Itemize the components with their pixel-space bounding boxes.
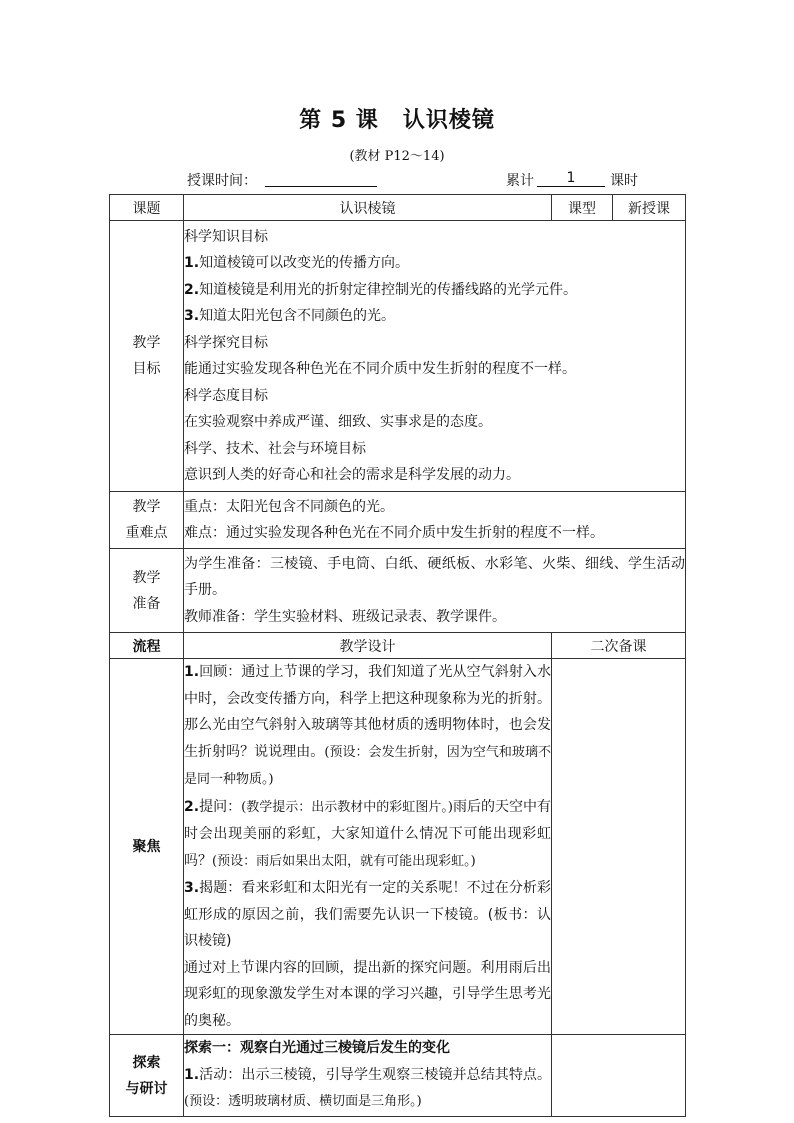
objective-item: 3.知道太阳光包含不同颜色的光。 [184,308,396,324]
second-prep-header: 二次备课 [552,633,686,659]
preparation-content [184,549,686,633]
objective-heading: 科学、技术、社会与环境目标 [184,440,366,457]
focus-label: 聚焦 [110,659,184,1035]
preparation-label: 教学 准备 [110,549,184,633]
objective-item: 意识到人类的好奇心和社会的需求是科学发展的动力。 [184,467,520,483]
lesson-number: 第 5 课 [299,108,379,133]
total-value: 1 [537,170,605,187]
topic-paragraph: 3.揭题：看来彩虹和太阳光有一定的关系呢！不过在分析彩虹形成的原因之前，我们需要先认识一下棱镜。(板书：认识棱镜) [184,880,551,949]
explore-row [110,1035,686,1117]
key-points-row [110,492,686,549]
objective-heading: 科学探究目标 [184,334,268,351]
lesson-name: 认识棱镜 [402,108,495,133]
question-paragraph: 2.提问：(教学提示：出示教材中的彩虹图片。)雨后的天空中有时会出现美丽的彩虹，大家知道什么情况下可能出现彩虹吗？(预设：雨后如果出太阳，就有可能出现彩虹。) [184,798,552,869]
objective-heading: 科学知识目标 [184,228,268,245]
focus-row [110,659,686,1035]
focus-second-prep [552,659,686,1035]
topic-label: 课题 [110,195,184,221]
design-header: 教学设计 [184,633,552,659]
objective-item: 2.知道棱镜是利用光的折射定律控制光的传播线路的光学元件。 [184,281,578,298]
explore-second-prep [552,1035,686,1117]
focus-point: 重点：太阳光包含不同颜色的光。 [184,498,394,515]
total-label: 累计 [506,173,534,189]
objectives-label: 教学 目标 [110,221,184,492]
explore-heading: 探索一：观察白光通过三棱镜后发生的变化 [184,1040,450,1056]
activity-paragraph: 1.活动：出示三棱镜，引导学生观察三棱镜并总结其特点。(预设：透明玻璃材质、横切面是三角形。) [184,1066,551,1109]
design-intent-paragraph: 通过对上节课内容的回顾，提出新的探究问题。利用雨后出现彩虹的现象激发学生对本课的学习兴趣，引导学生思考光的奥秘。 [184,959,551,1029]
lesson-plan-table [109,194,686,1117]
explore-label: 探索 与研讨 [110,1035,184,1117]
teaching-time-blank [265,170,377,187]
review-paragraph: 1.回顾：通过上节课的学习，我们知道了光从空气斜射入水中时，会改变传播方向，科学上把这种现象称为光的折射。那么光由空气斜射入玻璃等其他材质的透明物体时，也会发生折射吗？说说理由。(预设：会发生折射，因为空气和玻璃不是同一种物质。) [184,664,551,787]
key-points-label: 教学 重难点 [110,492,184,549]
topic-value: 认识棱镜 [184,195,552,221]
focus-content [184,659,552,1035]
preparation-row [110,549,686,633]
objective-item: 能通过实验发现各种色光在不同介质中发生折射的程度不一样。 [184,361,576,377]
difficult-point: 难点：通过实验发现各种色光在不同介质中发生折射的程度不一样。 [184,525,604,541]
objectives-content [184,221,686,492]
topic-row [110,195,686,221]
lesson-meta [0,168,794,190]
objective-heading: 科学态度目标 [184,387,268,404]
student-preparation: 为学生准备：三棱镜、手电筒、白纸、硬纸板、水彩笔、火柴、细线、学生活动手册。 [184,555,685,599]
objective-item: 在实验观察中养成严谨、细致、实事求是的态度。 [184,414,492,430]
key-points-content [184,492,686,549]
total-unit: 课时 [610,173,638,189]
lesson-type-label: 课型 [552,195,613,221]
objectives-row [110,221,686,492]
lesson-type-value: 新授课 [613,195,686,221]
flow-header-row [110,633,686,659]
lesson-title [0,103,794,134]
textbook-pages: (教材 P12～14) [349,149,445,164]
teaching-time-label: 授课时间： [187,173,257,189]
explore-content [184,1035,552,1117]
process-header: 流程 [110,633,184,659]
objective-item: 1.知道棱镜可以改变光的传播方向。 [184,255,410,271]
teacher-preparation: 教师准备：学生实验材料、班级记录表、教学课件。 [184,608,506,625]
